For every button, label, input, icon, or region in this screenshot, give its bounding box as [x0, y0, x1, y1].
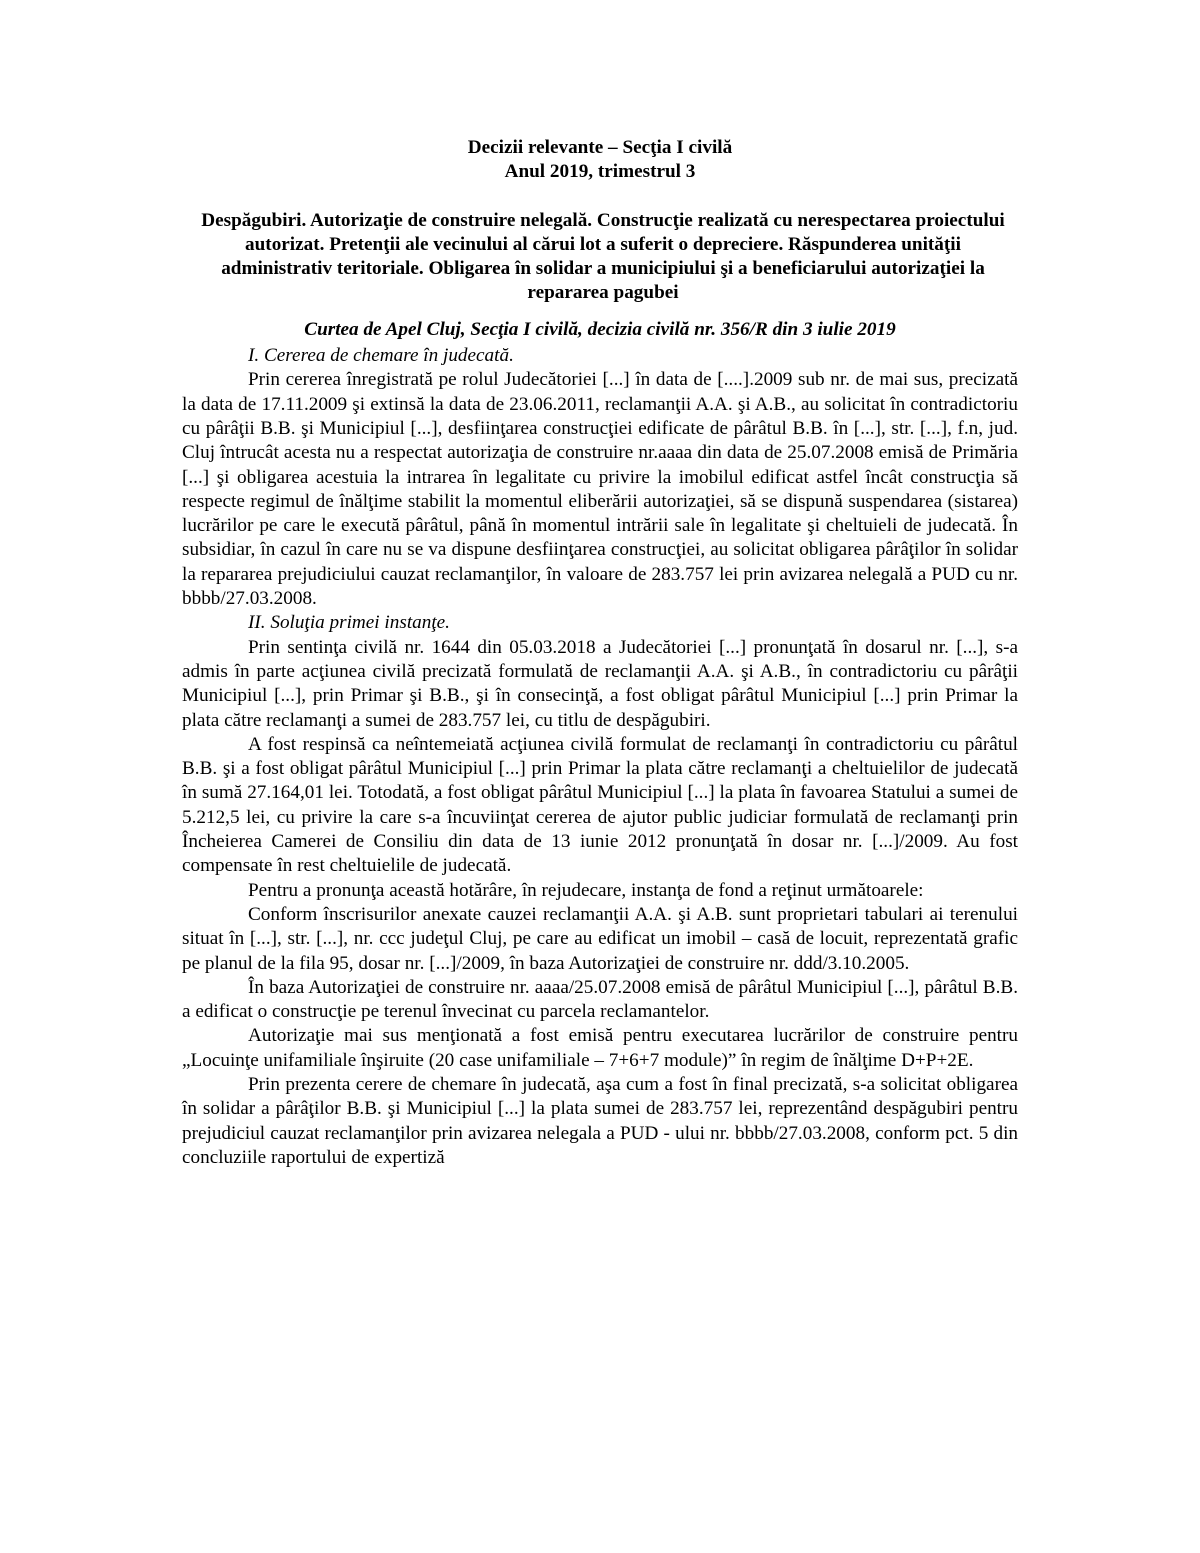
section-heading-first-instance: II. Soluţia primei instanţe.: [248, 612, 450, 634]
paragraph: Pentru a pronunţa această hotărâre, în rejudecare, instanţa de fond a reţinut următoarele:: [248, 879, 924, 901]
paragraph: A fost respinsă ca neîntemeiată acţiunea civilă formulat de reclamanţi în contradictoriu cu pârâtul B.B. şi a fost obligat pârâtul Municipiul [...] prin Primar la plata către reclamanţi a cheltuielilor de judecată în sumă 27.164,01 lei. Totodată, a fost obligat pârâtul Municipiul [...] la plata în favoarea Statului a sumei de 5.212,5 lei, cu privire la care s-a încuviinţat cererea de ajutor public judiciar formulată de reclamanţi prin Încheierea Camerei de Consiliu din data de 13 iunie 2012 pronunţată în dosar nr. [...]/2009. Au fost compensate în rest cheltuielile de judecată.: [182, 733, 1018, 877]
paragraph: Conform înscrisurilor anexate cauzei reclamanţii A.A. şi A.B. sunt proprietari tabulari ai terenului situat în [...], str. [...], nr. ccc judeţul Cluj, pe care au edificat un imobil – casă de locuit, reprezentată grafic pe planul de la fila 95, dosar nr. [...]/2009, în baza Autorizaţiei de construire nr. ddd/3.10.2005.: [182, 903, 1018, 974]
paragraph: Prin sentinţa civilă nr. 1644 din 05.03.2018 a Judecătoriei [...] pronunţată în dosarul nr. [...], s-a admis în parte acţiunea civilă precizată formulată de reclamanţii A.A. şi A.B., în contradictoriu cu pârâţii Municipiul [...], prin Primar şi B.B., şi în consecinţă, a fost obligat pârâtul Municipiul [...] prin Primar la plata către reclamanţi a sumei de 283.757 lei, cu titlu de despăgubiri.: [182, 636, 1018, 731]
paragraph: Prin prezenta cerere de chemare în judecată, aşa cum a fost în final precizată, s-a solicitat obligarea în solidar a pârâţilor B.B. şi Municipiul [...] la plata sumei de 283.757 lei, reprezentând despăgubiri pentru prejudiciul cauzat reclamanţilor prin avizarea nelegala a PUD - ului nr. bbbb/27.03.2008, conform pct. 5 din concluziile raportului de expertiză: [182, 1073, 1018, 1168]
paragraph: Autorizaţie mai sus menţionată a fost emisă pentru executarea lucrărilor de construire pentru „Locuinţe unifamiliale înşiruite (20 case unifamiliale – 7+6+7 module)” în regim de înălţime D+P+2E.: [182, 1025, 1018, 1071]
paragraph: În baza Autorizaţiei de construire nr. aaaa/25.07.2008 emisă de pârâtul Municipiul [...], pârâtul B.B. a edificat o construcţie pe terenul învecinat cu parcela reclamantelor.: [182, 976, 1018, 1023]
court-decision-line: Curtea de Apel Cluj, Secţia I civilă, decizia civilă nr. 356/R din 3 iulie 2019: [304, 318, 896, 340]
paragraph: Prin cererea înregistrată pe rolul Judecătoriei [...] în data de [....].2009 sub nr. de mai sus, precizată la data de 17.11.2009 şi extinsă la data de 23.06.2011, reclamanţii A.A. şi A.B., au solicitat în contradictoriu cu pârâţii B.B. şi Municipiul [...], desfiinţarea construcţiei edificate de pârâtul B.B. în [...], str. [...], f.n, jud. Cluj întrucât acesta nu a respectat autorizaţia de construire nr.aaaa din data de 25.07.2008 emisă de Primăria [...] şi obligarea acestuia la intrarea în legalitate cu privire la imobilul edificat astfel încât construcţia să respecte regimul de înălţime stabilit la momentul eliberării autorizaţiei, să se dispună suspendarea (sistarea) lucrărilor pe care le execută pârâtul, până în momentul intrării sale în legalitate şi cheltuieli de judecată. În subsidiar, în cazul în care nu se va dispune desfiinţarea construcţiei, au solicitat obligarea pârâţilor în solidar la repararea prejudiciului cauzat reclamanţilor, în valoare de 283.757 lei prin avizarea nelegală a PUD cu nr. bbbb/27.03.2008.: [182, 369, 1018, 610]
case-summary: Despăgubiri. Autorizaţie de construire nelegală. Construcţie realizată cu nerespectarea proiectului autorizat. Pretenţii ale vecinului al cărui lot a suferit o depreciere. Răspunderea unităţii administrativ teritoriale. Obligarea în solidar a municipiului şi a beneficiarului autorizaţiei la repararea pagubei: [201, 209, 1005, 304]
document-body: [182, 136, 1018, 1170]
document-subtitle: Anul 2019, trimestrul 3: [504, 161, 696, 183]
document-title: Decizii relevante – Secţia I civilă: [467, 137, 733, 158]
section-heading-claim: I. Cererea de chemare în judecată.: [248, 345, 514, 367]
